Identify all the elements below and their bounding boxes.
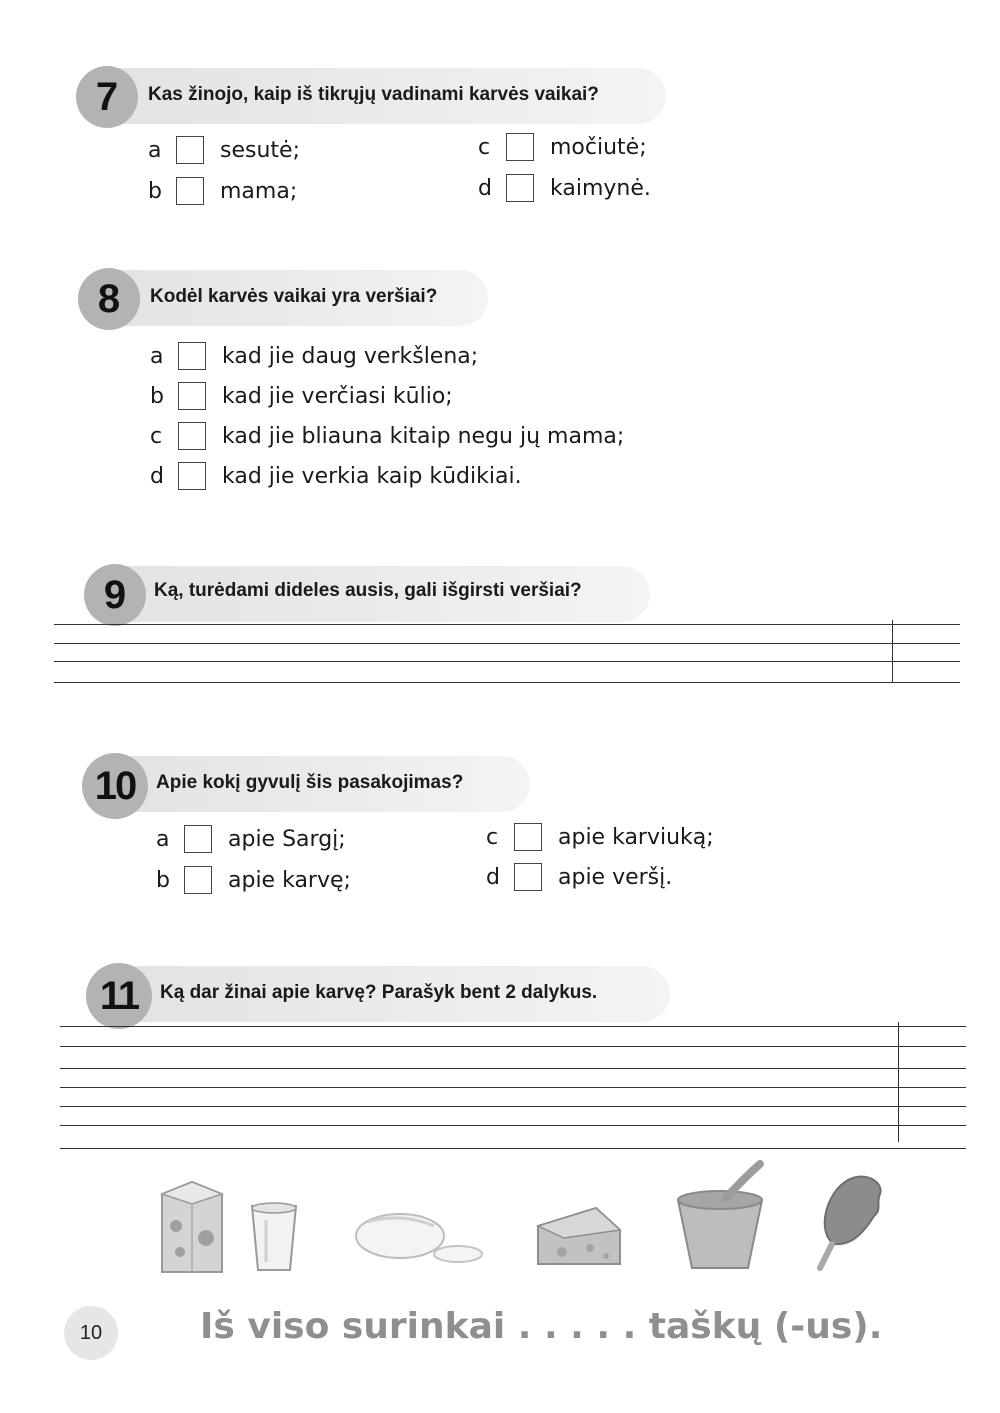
- question-7-text: Kas žinojo, kaip iš tikrųjų vadinami karvės vaikai?: [148, 84, 599, 105]
- q10-option-a[interactable]: [156, 823, 346, 855]
- question-11-text: Ką dar žinai apie karvę? Parašyk bent 2 dalykus.: [160, 982, 598, 1003]
- question-9-number: 9: [84, 564, 146, 626]
- option-letter: a: [156, 826, 170, 852]
- writing-line[interactable]: [54, 661, 960, 662]
- checkbox[interactable]: [178, 462, 206, 490]
- yogurt-cup-icon: [670, 1160, 770, 1272]
- option-text: kad jie daug verkšlena;: [222, 343, 479, 369]
- writing-line[interactable]: [60, 1087, 966, 1088]
- option-text: močiutė;: [550, 134, 647, 160]
- option-letter: a: [148, 137, 162, 163]
- ice-cream-icon: [808, 1172, 888, 1272]
- option-text: kaimynė.: [550, 175, 651, 201]
- checkbox[interactable]: [506, 133, 534, 161]
- option-text: apie karvę;: [228, 867, 351, 893]
- option-text: kad jie bliauna kitaip negu jų mama;: [222, 423, 625, 449]
- option-text: sesutė;: [220, 137, 300, 163]
- question-10-number: 10: [82, 753, 148, 819]
- q8-option-d[interactable]: [150, 460, 522, 492]
- writing-line[interactable]: [54, 624, 960, 625]
- checkbox[interactable]: [184, 866, 212, 894]
- butter-icon: [348, 1206, 488, 1270]
- writing-line[interactable]: [60, 1125, 966, 1126]
- writing-line[interactable]: [60, 1106, 966, 1107]
- q7-option-d[interactable]: [478, 172, 651, 204]
- writing-line[interactable]: [60, 1068, 966, 1069]
- checkbox[interactable]: [506, 174, 534, 202]
- points-divider: [898, 1022, 899, 1142]
- checkbox[interactable]: [514, 823, 542, 851]
- q7-option-a[interactable]: [148, 134, 300, 166]
- option-letter: c: [150, 423, 163, 449]
- option-letter: c: [486, 824, 499, 850]
- checkbox[interactable]: [178, 382, 206, 410]
- q8-option-c[interactable]: [150, 420, 624, 452]
- option-text: apie Sargį;: [228, 826, 346, 852]
- question-11-number: 11: [86, 963, 152, 1029]
- option-letter: b: [150, 383, 164, 409]
- checkbox[interactable]: [176, 177, 204, 205]
- q10-option-b[interactable]: [156, 864, 351, 896]
- question-7-number: 7: [76, 66, 138, 128]
- page-number: 10: [64, 1306, 118, 1360]
- q8-option-b[interactable]: [150, 380, 453, 412]
- q7-option-b[interactable]: [148, 175, 297, 207]
- question-8-text: Kodėl karvės vaikai yra veršiai?: [150, 286, 438, 307]
- question-9-text: Ką, turėdami dideles ausis, gali išgirsti veršiai?: [154, 580, 582, 601]
- checkbox[interactable]: [514, 863, 542, 891]
- glass-of-milk-icon: [244, 1200, 304, 1274]
- writing-line[interactable]: [54, 643, 960, 644]
- milk-carton-icon: [156, 1176, 228, 1276]
- writing-line[interactable]: [60, 1046, 966, 1047]
- option-text: mama;: [220, 178, 298, 204]
- option-letter: d: [478, 175, 492, 201]
- question-8-number: 8: [78, 268, 140, 330]
- option-letter: b: [156, 867, 170, 893]
- writing-line[interactable]: [54, 682, 960, 683]
- option-letter: a: [150, 343, 164, 369]
- q10-option-c[interactable]: [486, 821, 714, 853]
- option-letter: d: [150, 463, 164, 489]
- checkbox[interactable]: [176, 136, 204, 164]
- option-text: kad jie verčiasi kūlio;: [222, 383, 453, 409]
- option-text: kad jie verkia kaip kūdikiai.: [222, 463, 522, 489]
- option-letter: b: [148, 178, 162, 204]
- q10-option-d[interactable]: [486, 861, 672, 893]
- points-divider: [892, 620, 893, 682]
- question-10-text: Apie kokį gyvulį šis pasakojimas?: [156, 772, 464, 793]
- option-letter: d: [486, 864, 500, 890]
- writing-line[interactable]: [60, 1026, 966, 1027]
- checkbox[interactable]: [178, 342, 206, 370]
- score-summary-text: Iš viso surinkai . . . . . taškų (-us).: [200, 1306, 883, 1347]
- checkbox[interactable]: [184, 825, 212, 853]
- option-text: apie karviuką;: [558, 824, 714, 850]
- option-letter: c: [478, 134, 491, 160]
- writing-line[interactable]: [60, 1148, 966, 1149]
- option-text: apie veršį.: [558, 864, 673, 890]
- q7-option-c[interactable]: [478, 131, 647, 163]
- checkbox[interactable]: [178, 422, 206, 450]
- cheese-icon: [534, 1204, 624, 1270]
- q8-option-a[interactable]: [150, 340, 478, 372]
